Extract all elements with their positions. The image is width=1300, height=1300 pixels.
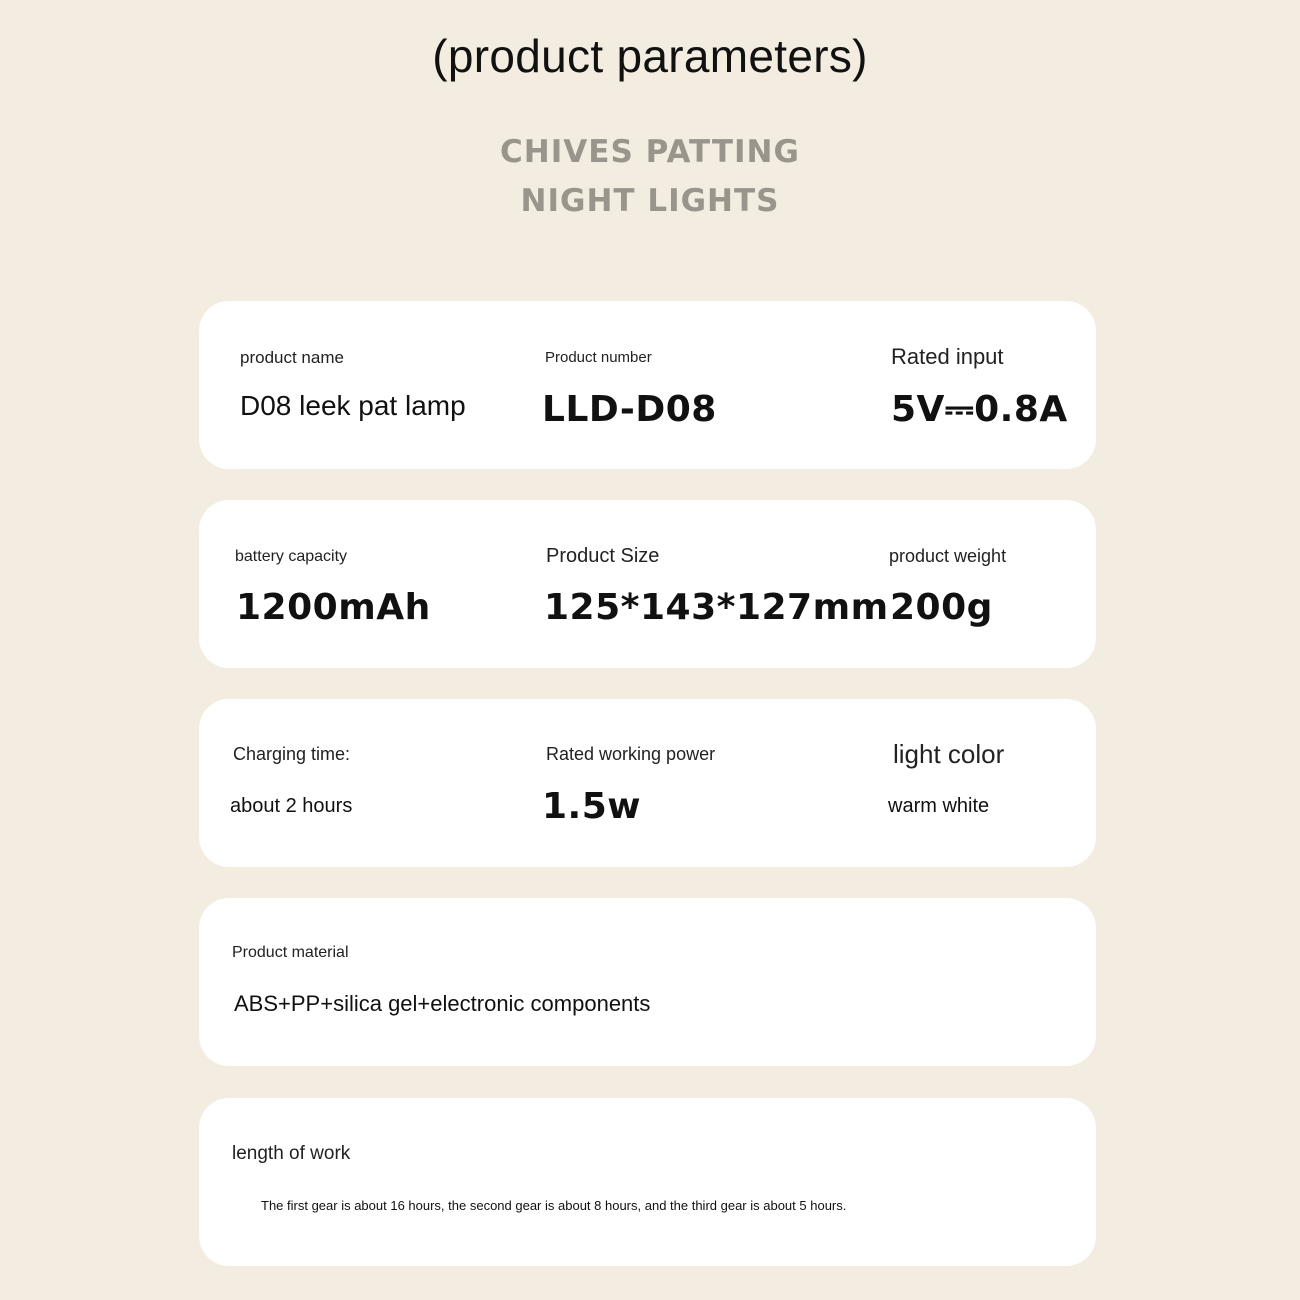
product-name-label: product name xyxy=(240,348,344,367)
product-material-value: ABS+PP+silica gel+electronic components xyxy=(234,991,651,1016)
product-name-value: D08 leek pat lamp xyxy=(240,390,466,421)
param-card-material xyxy=(199,898,1096,1066)
product-subtitle-line-1: CHIVES PATTING xyxy=(500,134,800,170)
product-size-label: Product Size xyxy=(546,545,660,567)
param-card-basic xyxy=(199,301,1096,469)
rated-input-value: 5V⎓0.8A xyxy=(891,389,1068,430)
page-title: (product parameters) xyxy=(432,30,868,82)
rated-input-label: Rated input xyxy=(891,344,1004,369)
product-weight-value: 200g xyxy=(890,587,993,628)
length-of-work-label: length of work xyxy=(232,1143,351,1164)
product-number-label: Product number xyxy=(545,349,652,366)
product-number-value: LLD-D08 xyxy=(542,389,717,430)
product-subtitle-line-2: NIGHT LIGHTS xyxy=(520,183,780,219)
battery-capacity-label: battery capacity xyxy=(235,548,348,565)
param-card-work-length xyxy=(199,1098,1096,1266)
battery-capacity-value: 1200mAh xyxy=(236,587,431,628)
charging-time-label: Charging time: xyxy=(233,744,351,764)
product-material-label: Product material xyxy=(232,944,349,961)
light-color-label: light color xyxy=(893,739,1005,769)
product-size-value: 125*143*127mm xyxy=(544,587,889,628)
rated-working-power-value: 1.5w xyxy=(542,786,642,827)
charging-time-value: about 2 hours xyxy=(230,795,353,817)
product-weight-label: product weight xyxy=(889,546,1007,566)
param-card-power xyxy=(199,699,1096,867)
param-card-dimensions xyxy=(199,500,1096,668)
rated-working-power-label: Rated working power xyxy=(546,744,716,764)
light-color-value: warm white xyxy=(888,795,990,817)
length-of-work-value: The first gear is about 16 hours, the second gear is about 8 hours, and the third gear is about 5 hours. xyxy=(261,1198,847,1213)
